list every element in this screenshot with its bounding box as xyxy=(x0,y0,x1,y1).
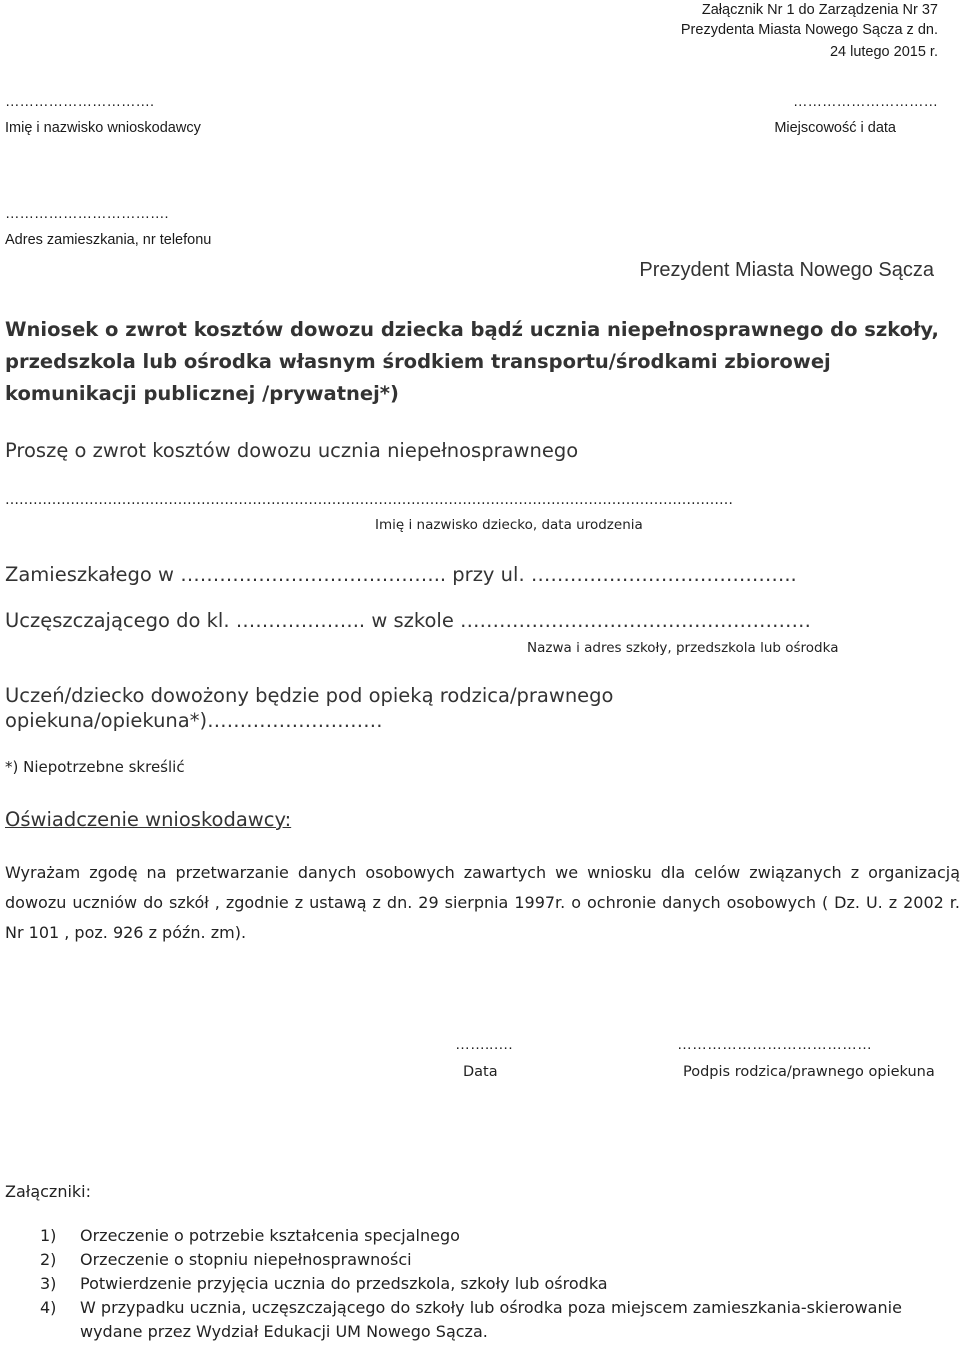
list-item xyxy=(40,1248,955,1272)
list-item-text: Orzeczenie o potrzebie kształcenia specjalnego xyxy=(80,1226,460,1245)
care-line-1: Uczeń/dziecko dowożony będzie pod opieką rodzica/prawnego xyxy=(5,684,614,707)
care-line-2[interactable]: opiekuna/opiekuna*)……………………… xyxy=(5,709,383,732)
list-item-number: 4) xyxy=(40,1298,57,1317)
header-date-line: 24 lutego 2015 r. xyxy=(829,44,938,60)
declaration-text: Wyrażam zgodę na przetwarzanie danych osobowych zawartych we wniosku dla celów związanych z organizacją dowozu uczniów do szkół , zgodnie z ustawą z dn. 29 sierpnia 1997r. o ochronie danych osobowych ( Dz. U. z 2002 r. Nr 101 , poz. 926 z późn. zm). xyxy=(5,863,960,942)
place-date-label: Miejscowość i data xyxy=(774,120,896,136)
request-text: Proszę o zwrot kosztów dowozu ucznia niepełnosprawnego xyxy=(5,439,579,462)
attachments-list xyxy=(40,1224,955,1344)
form-title: Wniosek o zwrot kosztów dowozu dziecka bądź ucznia niepełnosprawnego do szkoły, przedszkola lub ośrodka własnym środkiem transportu/środkami zbiorowej komunikacji publicznej /prywatnej*) xyxy=(5,318,939,405)
list-item-text: Orzeczenie o stopniu niepełnosprawności xyxy=(80,1250,412,1269)
footnote: *) Niepotrzebne skreślić xyxy=(5,758,185,776)
date-dots[interactable]: ……..…. xyxy=(455,1036,513,1053)
list-item xyxy=(40,1224,955,1248)
signature-dots[interactable]: ………………………………… xyxy=(677,1036,872,1053)
applicant-name-label: Imię i nazwisko wnioskodawcy xyxy=(5,120,201,136)
school-label: Nazwa i adres szkoły, przedszkola lub ośrodka xyxy=(527,640,839,656)
list-item-text: W przypadku ucznia, uczęszczającego do szkoły lub ośrodka poza miejscem zamieszkania-skierowanie wydane przez Wydział Edukacji UM Nowego Sącza. xyxy=(80,1298,902,1341)
school-line[interactable]: Uczęszczającego do kl. ……………….. w szkole ……………………………………………… xyxy=(5,609,812,632)
recipient: Prezydent Miasta Nowego Sącza xyxy=(639,259,934,281)
signature-label: Podpis rodzica/prawnego opiekuna xyxy=(683,1064,935,1080)
header-attachment-line: Załącznik Nr 1 do Zarządzenia Nr 37 xyxy=(701,2,938,18)
child-dots[interactable]: ………………………………………………………………………………………………………………………………………… xyxy=(5,492,733,508)
address-label: Adres zamieszkania, nr telefonu xyxy=(5,232,212,248)
address-dots[interactable]: ……………………………. xyxy=(5,206,169,222)
child-label: Imię i nazwisko dziecko, data urodzenia xyxy=(375,517,643,533)
list-item xyxy=(40,1272,955,1296)
date-label: Data xyxy=(463,1064,498,1080)
list-item-text: Potwierdzenie przyjęcia ucznia do przedszkola, szkoły lub ośrodka xyxy=(80,1274,608,1293)
attachments-heading: Załączniki: xyxy=(5,1182,91,1201)
applicant-name-dots[interactable]: …………………………. xyxy=(5,94,155,110)
list-item-number: 2) xyxy=(40,1250,57,1269)
place-date-dots[interactable]: ………………………… xyxy=(793,94,938,110)
list-item xyxy=(40,1296,955,1344)
list-item-number: 1) xyxy=(40,1226,57,1245)
residence-line[interactable]: Zamieszkałego w ………………………………….. przy ul. ………………………………….. xyxy=(5,563,797,586)
declaration-heading: Oświadczenie wnioskodawcy: xyxy=(5,808,292,831)
list-item-number: 3) xyxy=(40,1274,57,1293)
header-mayor-line: Prezydenta Miasta Nowego Sącza z dn. xyxy=(680,22,938,38)
